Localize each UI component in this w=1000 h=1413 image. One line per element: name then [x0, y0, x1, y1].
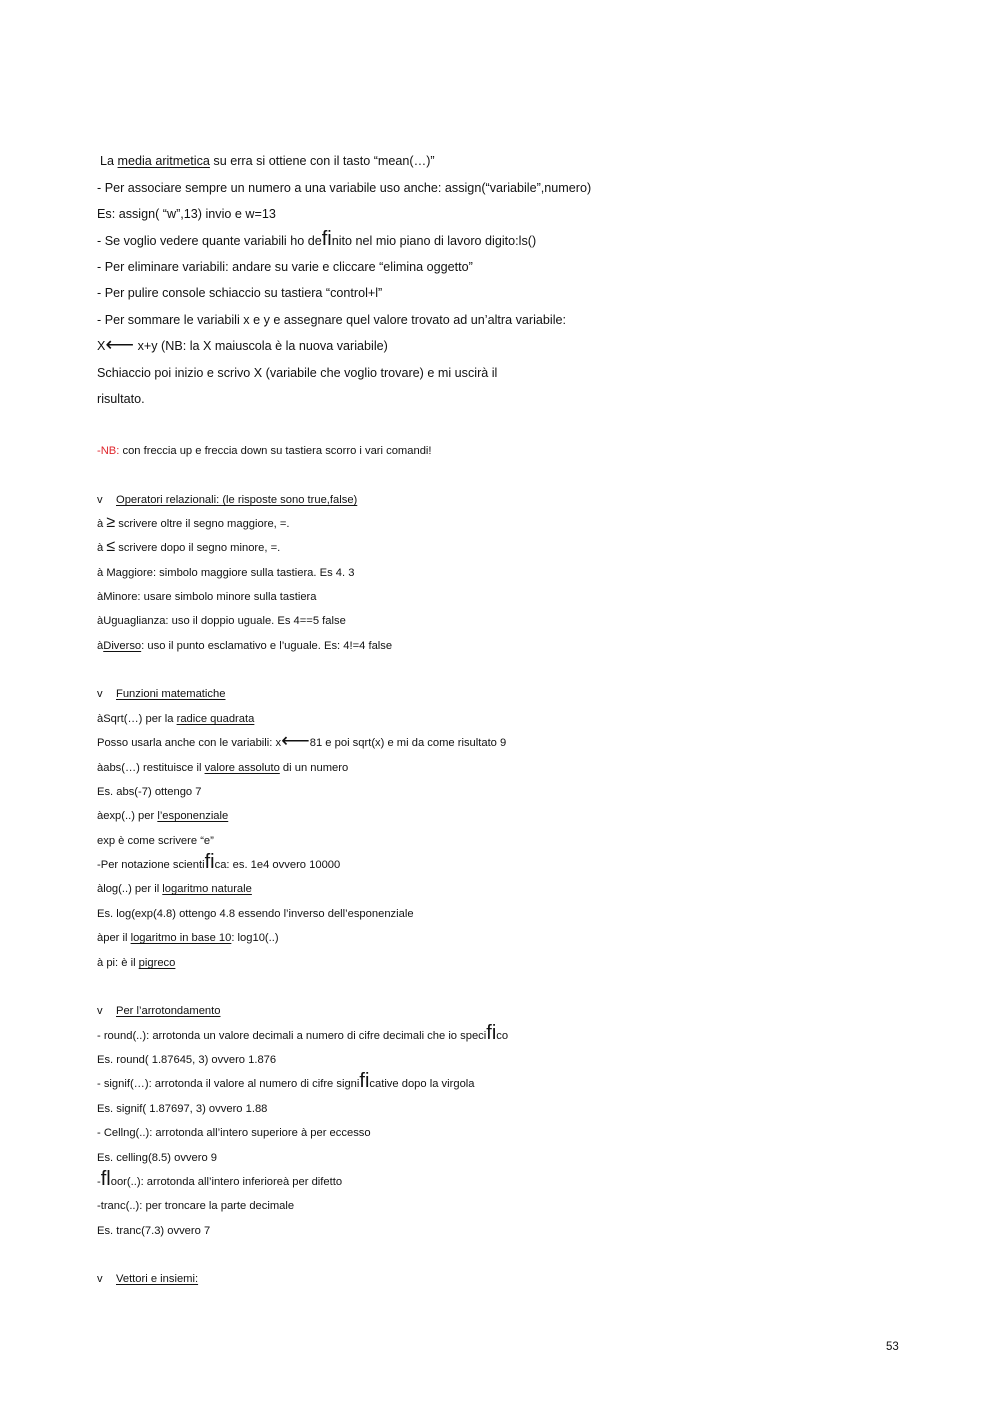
text-line-floor: -floor(..): arrotonda all’intero inferioreà per difetto	[97, 1168, 343, 1190]
section-heading-vectors: v Vettori e insiemi:	[97, 1273, 199, 1285]
text-line-gt: à Maggiore: simbolo maggiore sulla tastiera. Es 4. 3	[97, 567, 355, 579]
text-line-assign-example: Es: assign( “w”,13) invio e w=13	[97, 207, 276, 221]
text-line-pi: à pi: è il pigreco	[97, 957, 176, 969]
text-line-abs: àabs(…) restituisce il valore assoluto di un numero	[97, 762, 349, 774]
text-line-round: - round(..): arrotonda un valore decimali a numero di cifre decimali che io specifico	[97, 1022, 509, 1044]
text-line-result-1: Schiaccio poi inizio e scrivo X (variabile che voglio trovare) e mi uscirà il	[97, 366, 498, 380]
text-line-remove-variables: - Per eliminare variabili: andare su varie e cliccare “elimina oggetto”	[97, 260, 473, 274]
term-media-aritmetica: media aritmetica	[117, 154, 210, 168]
text-line-log10: àper il logaritmo in base 10: log10(..)	[97, 932, 279, 944]
text-line-abs-example: Es. abs(-7) ottengo 7	[97, 786, 202, 798]
text-line-ceiling: - Cellng(..): arrotonda all’intero superiore à per eccesso	[97, 1127, 371, 1139]
text-line-sum-variables: - Per sommare le variabili x e y e assegnare quel valore trovato ad un’altra variabile:	[97, 313, 566, 327]
text-line-trunc: -tranc(..): per troncare la parte decimale	[97, 1200, 295, 1212]
section-heading-math: v Funzioni matematiche	[97, 688, 226, 700]
page-number: 53	[886, 1341, 899, 1353]
text-line-ge: à ≥ scrivere oltre il segno maggiore, =.	[97, 514, 290, 531]
text-line-ne: àDiverso: uso il punto esclamativo e l’uguale. Es: 4!=4 false	[97, 640, 393, 652]
text-line-assign: - Per associare sempre un numero a una variabile uso anche: assign(“variabile”,numero)	[97, 181, 592, 195]
bullet-marker: v	[97, 1273, 103, 1285]
left-arrow-icon: ⟵	[105, 334, 135, 356]
note-label: -NB:	[97, 445, 120, 457]
text-line-log-example: Es. log(exp(4.8) ottengo 4.8 essendo l’inverso dell’esponenziale	[97, 908, 414, 920]
text-line-signif-example: Es. signif( 1.87697, 3) ovvero 1.88	[97, 1103, 268, 1115]
bullet-marker: v	[97, 494, 103, 506]
text-line-mean: La media aritmetica su erra si ottiene con il tasto “mean(…)”	[100, 154, 435, 168]
less-equal-symbol: ≤	[106, 538, 116, 555]
bullet-marker: v	[97, 1005, 103, 1017]
text-line-sqrt-example: Posso usarla anche con le variabili: x⟵81 e poi sqrt(x) e mi da come risultato 9	[97, 730, 507, 752]
text-line-scientific: -Per notazione scientifica: es. 1e4 ovvero 10000	[97, 851, 341, 873]
text-line-assignment-arrow: X⟵ x+y (NB: la X maiuscola è la nuova variabile)	[97, 334, 388, 356]
left-arrow-icon: ⟵	[281, 730, 310, 752]
text-line-exp: àexp(..) per l’esponenziale	[97, 810, 229, 822]
text-line-clear-console: - Per pulire console schiaccio su tastiera “control+l”	[97, 286, 383, 300]
section-heading-relational: v Operatori relazionali: (le risposte sono true,false)	[97, 494, 358, 506]
text-line-ceiling-example: Es. celling(8.5) ovvero 9	[97, 1152, 218, 1164]
text-line-trunc-example: Es. tranc(7.3) ovvero 7	[97, 1225, 211, 1237]
text-line-signif: - signif(…): arrotonda il valore al numero di cifre significative dopo la virgola	[97, 1070, 475, 1092]
text-line-exp-note: exp è come scrivere “e”	[97, 835, 214, 847]
note-nb: -NB: con freccia up e freccia down su tastiera scorro i vari comandi!	[97, 445, 432, 457]
text-line-round-example: Es. round( 1.87645, 3) ovvero 1.876	[97, 1054, 277, 1066]
text-line-sqrt: àSqrt(…) per la radice quadrata	[97, 713, 255, 725]
text-line-log: àlog(..) per il logaritmo naturale	[97, 883, 252, 895]
bullet-marker: v	[97, 688, 103, 700]
text-line-lt: àMinore: usare simbolo minore sulla tastiera	[97, 591, 317, 603]
text-line-le: à ≤ scrivere dopo il segno minore, =.	[97, 538, 281, 555]
greater-equal-symbol: ≥	[106, 514, 116, 531]
text-line-ls: - Se voglio vedere quante variabili ho definito nel mio piano di lavoro digito:ls()	[97, 228, 537, 250]
text-line-result-2: risultato.	[97, 392, 145, 406]
text-line-eq: àUguaglianza: uso il doppio uguale. Es 4==5 false	[97, 615, 346, 627]
section-heading-rounding: v Per l’arrotondamento	[97, 1005, 221, 1017]
